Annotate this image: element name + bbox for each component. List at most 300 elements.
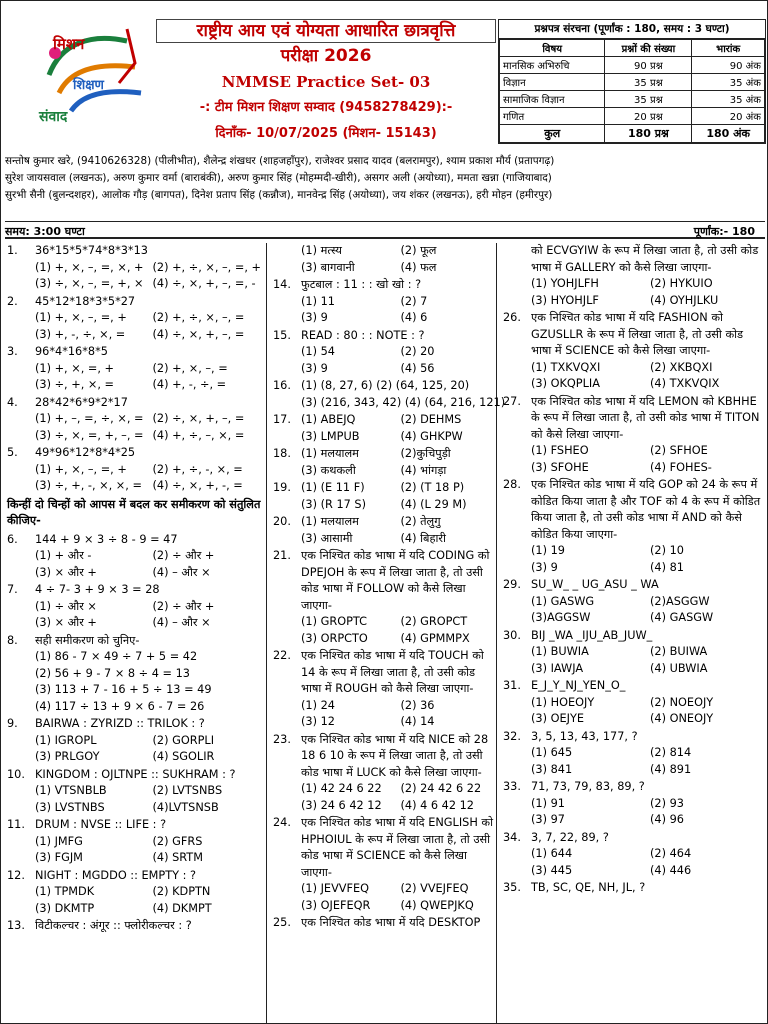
answer-option: (2) +, ÷, ×, –, =, + (152, 260, 261, 274)
answer-option: (4) बिहारी (400, 531, 446, 545)
question-text: 45*12*18*3*5*27 (35, 294, 136, 308)
answer-option: (3) +, -, ÷, ×, = (35, 327, 126, 341)
question-number: 4. (7, 395, 18, 409)
question-item (271, 328, 496, 378)
contributors-line: सुरेश जायसवाल (लखनऊ), अरुण कुमार वर्मा (बाराबंकी), अरुण कुमार सिंह (मोहम्मदी-खीरी), असगर अली (अयोध्या), ममता खन्ना (गाजियाबाद) (5, 172, 552, 184)
question-number: 28. (503, 478, 521, 491)
answer-option: (1) 91 (531, 796, 565, 810)
answer-option: (1) IGROPL (35, 733, 97, 747)
pattern-cell: मानसिक अभिरुचि (500, 57, 605, 74)
question-item (5, 532, 266, 582)
question-column-3 (501, 243, 765, 1023)
question-text: एक निश्चित कोड भाषा में यदि LEMON को KBHHE के रूप में लिखा जाता है, तो उसी कोड भाषा में TITON को कैसे लिखा जाएगा- (531, 394, 760, 441)
answer-option: (2) 20 (400, 345, 435, 358)
answer-option: (1) FSHEO (531, 444, 589, 457)
answer-option: (1) JEVVFEQ (301, 882, 370, 895)
options-grid (301, 514, 496, 547)
answer-option: (1) GASWG (531, 594, 595, 608)
question-item (5, 395, 266, 445)
question-number: 2. (7, 294, 18, 308)
answer-option: (1) TPMDK (35, 885, 95, 898)
question-item (501, 729, 765, 779)
answer-option: (3) 841 (531, 762, 573, 776)
pattern-cell: 180 अंक (692, 125, 765, 143)
answer-option: (2) +, ÷, -, ×, = (152, 462, 243, 476)
answer-option: (2) NOEOJY (650, 695, 714, 709)
answer-option: (4) 117 ÷ 13 + 9 × 6 - 7 = 26 (35, 699, 205, 713)
answer-option: (1) GROPTC (301, 615, 368, 628)
answer-option: (4) +, ÷, –, ×, = (152, 428, 245, 442)
answer-option: (1) +, ×, –, =, + (35, 311, 127, 324)
question-text: को ECVGYIW के रूप में लिखा जाता है, तो उसी कोड भाषा में GALLERY को कैसे लिखा जाएगा- (531, 244, 759, 274)
question-number: 5. (7, 446, 18, 459)
answer-option: (1) JMFG (35, 834, 83, 848)
options-grid (35, 834, 266, 867)
question-column-1 (5, 243, 267, 1023)
question-number: 15. (273, 328, 291, 342)
answer-option: (4) 56 (400, 361, 435, 375)
answer-option: (2) KDPTN (152, 885, 211, 898)
question-text: एक निश्चित कोड भाषा में यदि FASHION को GZUSLLR के रूप में लिखा जाता है, तो उसी कोड भाषा में SCIENCE को कैसे लिखा जाएगा- (531, 311, 744, 357)
question-item (271, 378, 506, 411)
answer-option: (4) SGOLIR (152, 750, 215, 763)
question-item (5, 445, 266, 495)
options-grid (35, 411, 266, 444)
answer-option: (3) OJEFEQR (301, 898, 371, 912)
answer-option: (3) SFOHE (531, 460, 589, 474)
question-number: 32. (503, 729, 521, 743)
question-item (501, 394, 765, 477)
question-number: 20. (273, 515, 291, 528)
pattern-row (500, 91, 765, 108)
question-text: 36*15*5*74*8*3*13 (35, 244, 148, 257)
answer-option: (4)LVTSNSB (152, 800, 219, 814)
answer-option: (2) LVTSNBS (152, 784, 223, 797)
answer-option: (2) 24 42 6 22 (400, 782, 482, 795)
answer-option: (1) मत्स्य (301, 244, 342, 257)
question-number: 7. (7, 583, 18, 596)
question-number: 13. (7, 919, 25, 932)
answer-option: (1) 54 (301, 345, 335, 358)
answer-option: (3) 445 (531, 863, 573, 877)
answer-option: (4) 6 (400, 311, 428, 324)
question-text: सही समीकरण को चुनिए- (35, 633, 140, 647)
question-text: एक निश्चित कोड भाषा में यदि DESKTOP (301, 916, 481, 929)
options-grid (35, 260, 266, 293)
answer-option: (2) GFRS (152, 834, 203, 848)
answer-option: (4) OYHJLKU (650, 293, 719, 307)
question-number: 8. (7, 633, 18, 647)
answer-option: (1) + और - (35, 549, 92, 562)
answer-option: (1) BUWIA (531, 645, 589, 658)
question-text: 3, 5, 13, 43, 177, ? (531, 729, 638, 743)
answer-option: (2) ÷, ×, +, –, = (152, 412, 245, 425)
answer-option: (1) 645 (531, 746, 573, 759)
question-item (271, 277, 496, 327)
question-item (271, 915, 496, 932)
options-grid (35, 548, 266, 581)
options-grid (35, 599, 266, 632)
answer-option: (2) +, ×, –, = (152, 361, 228, 375)
options-grid (35, 310, 266, 343)
answer-option: (3) 9 (301, 311, 328, 324)
pattern-cell: गणित (500, 108, 605, 125)
question-item (501, 477, 765, 576)
question-item (5, 817, 266, 867)
answer-option: (3)AGGSW (531, 611, 591, 624)
contributors-list (5, 153, 765, 204)
options-grid (35, 884, 266, 917)
question-item (501, 577, 765, 627)
answer-option: (2) DEHMS (400, 413, 462, 426)
answer-option: (4) UBWIA (650, 661, 708, 675)
options-grid (301, 881, 496, 914)
options-grid (35, 649, 266, 715)
question-text: 49*96*12*8*4*25 (35, 446, 136, 459)
question-number: 3. (7, 345, 18, 358)
answer-option: (4) भांगड़ा (400, 463, 447, 477)
answer-option: (4) फल (400, 260, 437, 274)
question-text: 28*42*6*9*2*17 (35, 395, 128, 409)
options-grid (35, 733, 266, 766)
answer-option: (2) 7 (400, 294, 428, 308)
answer-option: (4) GASGW (650, 611, 714, 624)
answer-option: (1) +, –, =, ÷, ×, = (35, 412, 144, 425)
answer-option: (3) LVSTNBS (35, 800, 105, 814)
question-number: 10. (7, 767, 25, 781)
pattern-col-subject: विषय (500, 40, 605, 57)
options-grid (531, 695, 765, 728)
answer-option: (1) ABEJQ (301, 413, 356, 426)
answer-option: (3) 12 (301, 715, 335, 728)
options-grid (301, 614, 496, 647)
pattern-row (500, 108, 765, 125)
answer-option: (3) ÷, ×, –, =, +, × (35, 277, 144, 290)
question-item (271, 815, 496, 914)
options-grid (301, 480, 496, 513)
answer-option: (3) × और + (35, 565, 97, 579)
question-item (271, 514, 496, 547)
time-marks-row (5, 221, 765, 239)
question-number: 35. (503, 881, 521, 894)
question-number: 21. (273, 549, 291, 562)
options-grid (301, 412, 496, 445)
question-item (271, 732, 496, 815)
options-grid (531, 443, 765, 476)
answer-option: (2) GROPCT (400, 615, 468, 628)
logo-word-2: शिक्षण (73, 78, 104, 93)
question-number: 24. (273, 816, 291, 829)
options-grid (301, 781, 496, 814)
exam-year: परीक्षा 2026 (280, 46, 372, 66)
answer-option: (4) 446 (650, 863, 692, 877)
options-grid (531, 276, 765, 309)
answer-option: (4) 891 (650, 762, 692, 776)
answer-option: (2) ÷ और + (152, 599, 215, 613)
logo-word-1: मिशन (53, 35, 85, 53)
options-grid (301, 446, 496, 479)
question-text: BAIRWA : ZYRIZD :: TRILOK : ? (35, 717, 205, 730)
answer-option: (4) – और × (152, 565, 211, 579)
question-text: 4 ÷ 7- 3 + 9 × 3 = 28 (35, 583, 160, 596)
pattern-heading: प्रश्नपत्र संरचना (पूर्णांक : 180, समय : 3 घण्टा) (499, 20, 765, 39)
question-item (501, 779, 765, 829)
question-item (5, 918, 266, 935)
answer-option: (1) 86 - 7 × 49 ÷ 7 + 5 = 42 (35, 650, 198, 663)
question-number: 14. (273, 278, 291, 291)
answer-option: (3) (216, 343, 42) (4) (64, 216, 121) (301, 395, 506, 409)
question-number: 29. (503, 578, 521, 591)
question-item (501, 243, 765, 309)
answer-option: (4) DKMPT (152, 901, 212, 915)
answer-option: (1) +, ×, =, + (35, 361, 115, 375)
answer-option: (2) फूल (400, 244, 437, 257)
options-grid (531, 846, 765, 879)
answer-option: (4) ÷, ×, +, -, = (152, 479, 243, 492)
logo-word-3: संवाद (39, 109, 68, 125)
answer-option: (2) (T 18 P) (400, 481, 465, 494)
title-block (156, 19, 496, 141)
pattern-cell: 20 प्रश्न (605, 108, 692, 125)
answer-option: (1) HOEOJY (531, 695, 595, 709)
pattern-col-marks: भारांक (692, 40, 765, 57)
answer-option: (3) बागवानी (301, 260, 355, 274)
options-grid (301, 395, 506, 412)
answer-option: (4) ONEOJY (650, 712, 714, 725)
answer-option: (3) (R 17 S) (301, 497, 366, 511)
answer-option: (4) QWEPJKQ (400, 898, 474, 912)
section-instruction: किन्हीं दो चिन्हों को आपस में बदल कर समीकरण को संतुलित कीजिए- (7, 497, 261, 527)
question-item (5, 344, 266, 394)
question-number: 33. (503, 780, 521, 793)
answer-option: (1) 24 (301, 698, 335, 712)
options-grid (531, 360, 765, 393)
answer-option: (3) ÷, +, -, ×, ×, = (35, 479, 142, 492)
answer-option: (1) YOHJLFH (531, 277, 599, 290)
contributors-line: सन्तोष कुमार खरे, (9410626328) (पीलीभीत), शैलेन्द्र शंखधर (शाहजहाँपुर), राजेश्वर प्रसाद यादव (बलरामपुर), श्याम प्रकाश मौर्य (प्रतापगढ़) (5, 155, 555, 167)
answer-option: (4) 81 (650, 560, 684, 574)
pattern-cell: 35 अंक (692, 74, 765, 91)
question-number: 1. (7, 244, 18, 257)
question-text: NIGHT : MGDDO :: EMPTY : ? (35, 868, 196, 882)
pattern-col-count: प्रश्नों की संख्या (605, 40, 692, 57)
question-item (271, 412, 496, 445)
question-number: 18. (273, 447, 291, 460)
pattern-cell: विज्ञान (500, 74, 605, 91)
question-text: 144 + 9 × 3 ÷ 8 - 9 = 47 (35, 532, 178, 546)
team-contact: -: टीम मिशन शिक्षण सम्वाद (9458278429):- (199, 100, 453, 115)
answer-option: (3) OKQPLIA (531, 377, 600, 390)
question-item (271, 648, 496, 731)
answer-option: (3) LMPUB (301, 429, 360, 443)
answer-option: (2) ÷ और + (152, 549, 215, 562)
answer-option: (1) मलयालम (301, 515, 359, 528)
question-text: TB, SC, QE, NH, JL, ? (531, 881, 646, 894)
question-text: 96*4*16*8*5 (35, 345, 108, 358)
date-mission: दिनाँक- 10/07/2025 (मिशन- 15143) (215, 126, 437, 141)
question-item (5, 294, 266, 344)
question-number: 19. (273, 481, 291, 494)
question-text: DRUM : NVSE :: LIFE : ? (35, 818, 167, 831)
contributors-line: सुरभी सैनी (बुलन्दशहर), आलोक गौड़ (बागपत), दिनेश प्रताप सिंह (कन्नौज), मानवेन्द्र सिंह (अयोध्या), जय शंकर (लखनऊ), हरी मोहन (हमीरपुर) (5, 189, 553, 201)
question-number: 11. (7, 818, 25, 831)
question-number: 26. (503, 311, 521, 324)
answer-option: (2) 93 (650, 796, 684, 810)
question-number: 9. (7, 717, 18, 730)
answer-option: (3) HYOHJLF (531, 293, 599, 307)
question-number: 27. (503, 394, 521, 408)
time-label: समय: 3:00 घण्टा (5, 225, 85, 238)
answer-option: (1) 19 (531, 544, 565, 557)
answer-option: (4) 4 6 42 12 (400, 798, 474, 812)
answer-option: (1) VTSNBLB (35, 784, 107, 797)
answer-option: (1) (E 11 F) (301, 481, 365, 494)
options-grid (301, 344, 496, 377)
answer-option: (4) TXKVQIX (650, 377, 720, 390)
question-number: 34. (503, 830, 521, 844)
exam-pattern-table (498, 19, 766, 144)
answer-option: (2) तेलुगु (400, 515, 441, 528)
pattern-cell: सामाजिक विज्ञान (500, 91, 605, 108)
exam-title: राष्ट्रीय आय एवं योग्यता आधारित छात्रवृत्ति (156, 19, 496, 43)
question-item (271, 548, 496, 647)
options-grid (531, 644, 765, 677)
answer-option: (2)ASGGW (650, 594, 710, 608)
answer-option: (4) 96 (650, 813, 684, 826)
answer-option: (4) +, -, ÷, = (152, 378, 227, 391)
pattern-cell: 35 अंक (692, 91, 765, 108)
question-text: E_J_Y_NJ_YEN_O_ (531, 679, 626, 692)
answer-option: (3) PRLGOY (35, 750, 100, 763)
answer-option: (2) 56 + 9 - 7 × 8 ÷ 4 = 13 (35, 666, 190, 680)
question-text: एक निश्चित कोड भाषा में यदि GOP को 24 के रूप में कोडित किया जाता है और TOF को 4 के रूप में कोडित किया जाता है, तो उसी कोड भाषा में AND को कैसे कोडित किया जाएगा- (531, 478, 761, 541)
answer-option: (2) SFHOE (650, 444, 708, 457)
question-number: 16. (273, 379, 291, 392)
answer-option: (3) FGJM (35, 851, 83, 864)
mission-shikshan-samvad-logo (31, 23, 151, 133)
answer-option: (3) IAWJA (531, 661, 584, 675)
question-item (5, 716, 266, 766)
pattern-grid (499, 39, 765, 143)
answer-option: (2)कुचिपुड़ी (400, 447, 451, 460)
question-text: 3, 7, 22, 89, ? (531, 830, 609, 844)
question-number: 6. (7, 532, 18, 546)
answer-option: (2) 10 (650, 544, 684, 557)
question-text: एक निश्चित कोड भाषा में यदि ENGLISH को HPHOIUL के रूप में लिखा जाता है, तो उसी कोड भाषा में SCIENCE को कैसे लिखा जाएगा- (301, 816, 494, 879)
pattern-row (500, 74, 765, 91)
answer-option: (2) VVEJFEQ (400, 882, 469, 895)
question-item (5, 633, 266, 716)
question-text: 71, 73, 79, 83, 89, ? (531, 780, 645, 793)
pattern-cell: 20 अंक (692, 108, 765, 125)
pattern-cell: 180 प्रश्न (605, 125, 692, 143)
pattern-cell: 90 प्रश्न (605, 57, 692, 74)
question-text: BIJ _WA _IJU_AB_JUW_ (531, 628, 653, 642)
answer-option: (1) TXKVQXI (531, 360, 601, 374)
question-item (501, 830, 765, 880)
options-grid (35, 783, 266, 816)
question-number: 17. (273, 413, 291, 426)
total-marks-label: पूर्णांक:- 180 (693, 225, 755, 238)
question-item (271, 243, 496, 276)
question-text: KINGDOM : OJLTNPE :: SUKHRAM : ? (35, 767, 236, 781)
answer-option: (3) 24 6 42 12 (301, 798, 382, 812)
answer-option: (2) 464 (650, 847, 692, 860)
answer-option: (1) ÷ और × (35, 599, 97, 613)
answer-option: (3) ORPCTO (301, 631, 368, 645)
answer-option: (4) – और × (152, 616, 211, 629)
question-item (501, 628, 765, 678)
answer-option: (3) 97 (531, 813, 565, 826)
answer-option: (1) +, ×, –, =, + (35, 462, 127, 476)
question-text: READ : 80 : : NOTE : ? (301, 328, 425, 342)
pattern-cell: 35 प्रश्न (605, 91, 692, 108)
options-grid (531, 594, 765, 627)
question-text: एक निश्चित कोड भाषा में यदि NICE को 28 18 6 10 के रूप में लिखा जाता है, तो उसी कोड भाषा में LUCK को कैसे लिखा जाएगा- (301, 732, 489, 779)
question-text: एक निश्चित कोड भाषा में यदि TOUCH को 14 के रूप में लिखा जाता है, तो उसी कोड भाषा में ROUGH को कैसे लिखा जाएगा- (301, 649, 484, 695)
pattern-row (500, 57, 765, 74)
pattern-cell: कुल (500, 125, 605, 143)
options-grid (531, 796, 765, 829)
question-item (5, 243, 266, 293)
question-number: 22. (273, 649, 291, 662)
answer-option: (3) ÷, +, ×, = (35, 378, 115, 391)
answer-option: (3) 9 (531, 560, 558, 574)
answer-option: (3) 9 (301, 361, 328, 375)
question-number: 12. (7, 868, 25, 882)
question-text: विटीकल्चर : अंगूर :: फ्लोरीकल्चर : ? (35, 919, 192, 932)
pattern-cell: 90 अंक (692, 57, 765, 74)
question-number: 23. (273, 732, 291, 746)
options-grid (531, 543, 765, 576)
answer-option: (3) आसामी (301, 531, 353, 545)
answer-option: (2) HYKUIO (650, 277, 713, 290)
answer-option: (4) (L 29 M) (400, 497, 467, 511)
answer-option: (2) GORPLI (152, 733, 215, 747)
answer-option: (3) × और + (35, 616, 97, 629)
answer-option: (2) XKBQXI (650, 360, 713, 374)
question-item (271, 480, 496, 513)
answer-option: (1) +, ×, –, =, ×, + (35, 260, 144, 274)
question-item (5, 582, 266, 632)
answer-option: (4) 14 (400, 715, 435, 728)
answer-option: (3) OEJYE (531, 712, 584, 725)
question-item (501, 310, 765, 393)
question-column-2 (271, 243, 506, 1023)
question-text: फुटबाल : 11 : : खो खो : ? (301, 278, 422, 291)
question-text: (1) (8, 27, 6) (2) (64, 125, 20) (301, 379, 470, 392)
answer-option: (2) 814 (650, 746, 692, 759)
question-item (501, 880, 765, 897)
answer-option: (3) ÷, ×, =, +, –, = (35, 428, 144, 442)
answer-option: (4) ÷, ×, +, –, = (152, 327, 245, 341)
answer-option: (1) 11 (301, 294, 335, 308)
answer-option: (4) GPMMPX (400, 631, 470, 645)
question-text: SU_W_ _ UG_ASU _ WA (531, 578, 659, 591)
pattern-cell: 35 प्रश्न (605, 74, 692, 91)
question-number: 30. (503, 628, 521, 642)
answer-option: (2) 36 (400, 698, 435, 712)
options-grid (301, 294, 496, 327)
answer-option: (1) 42 24 6 22 (301, 782, 382, 795)
answer-option: (3) DKMTP (35, 901, 95, 915)
answer-option: (4) GHKPW (400, 429, 463, 443)
question-text: एक निश्चित कोड भाषा में यदि CODING को DPEJOH के रूप में लिखा जाता है, तो उसी कोड भाषा में FOLLOW को कैसे लिखा जाएगा- (301, 549, 490, 612)
answer-option: (4) FOHES- (650, 460, 712, 474)
options-grid (35, 462, 266, 495)
question-item (501, 678, 765, 728)
question-number: 31. (503, 679, 521, 692)
